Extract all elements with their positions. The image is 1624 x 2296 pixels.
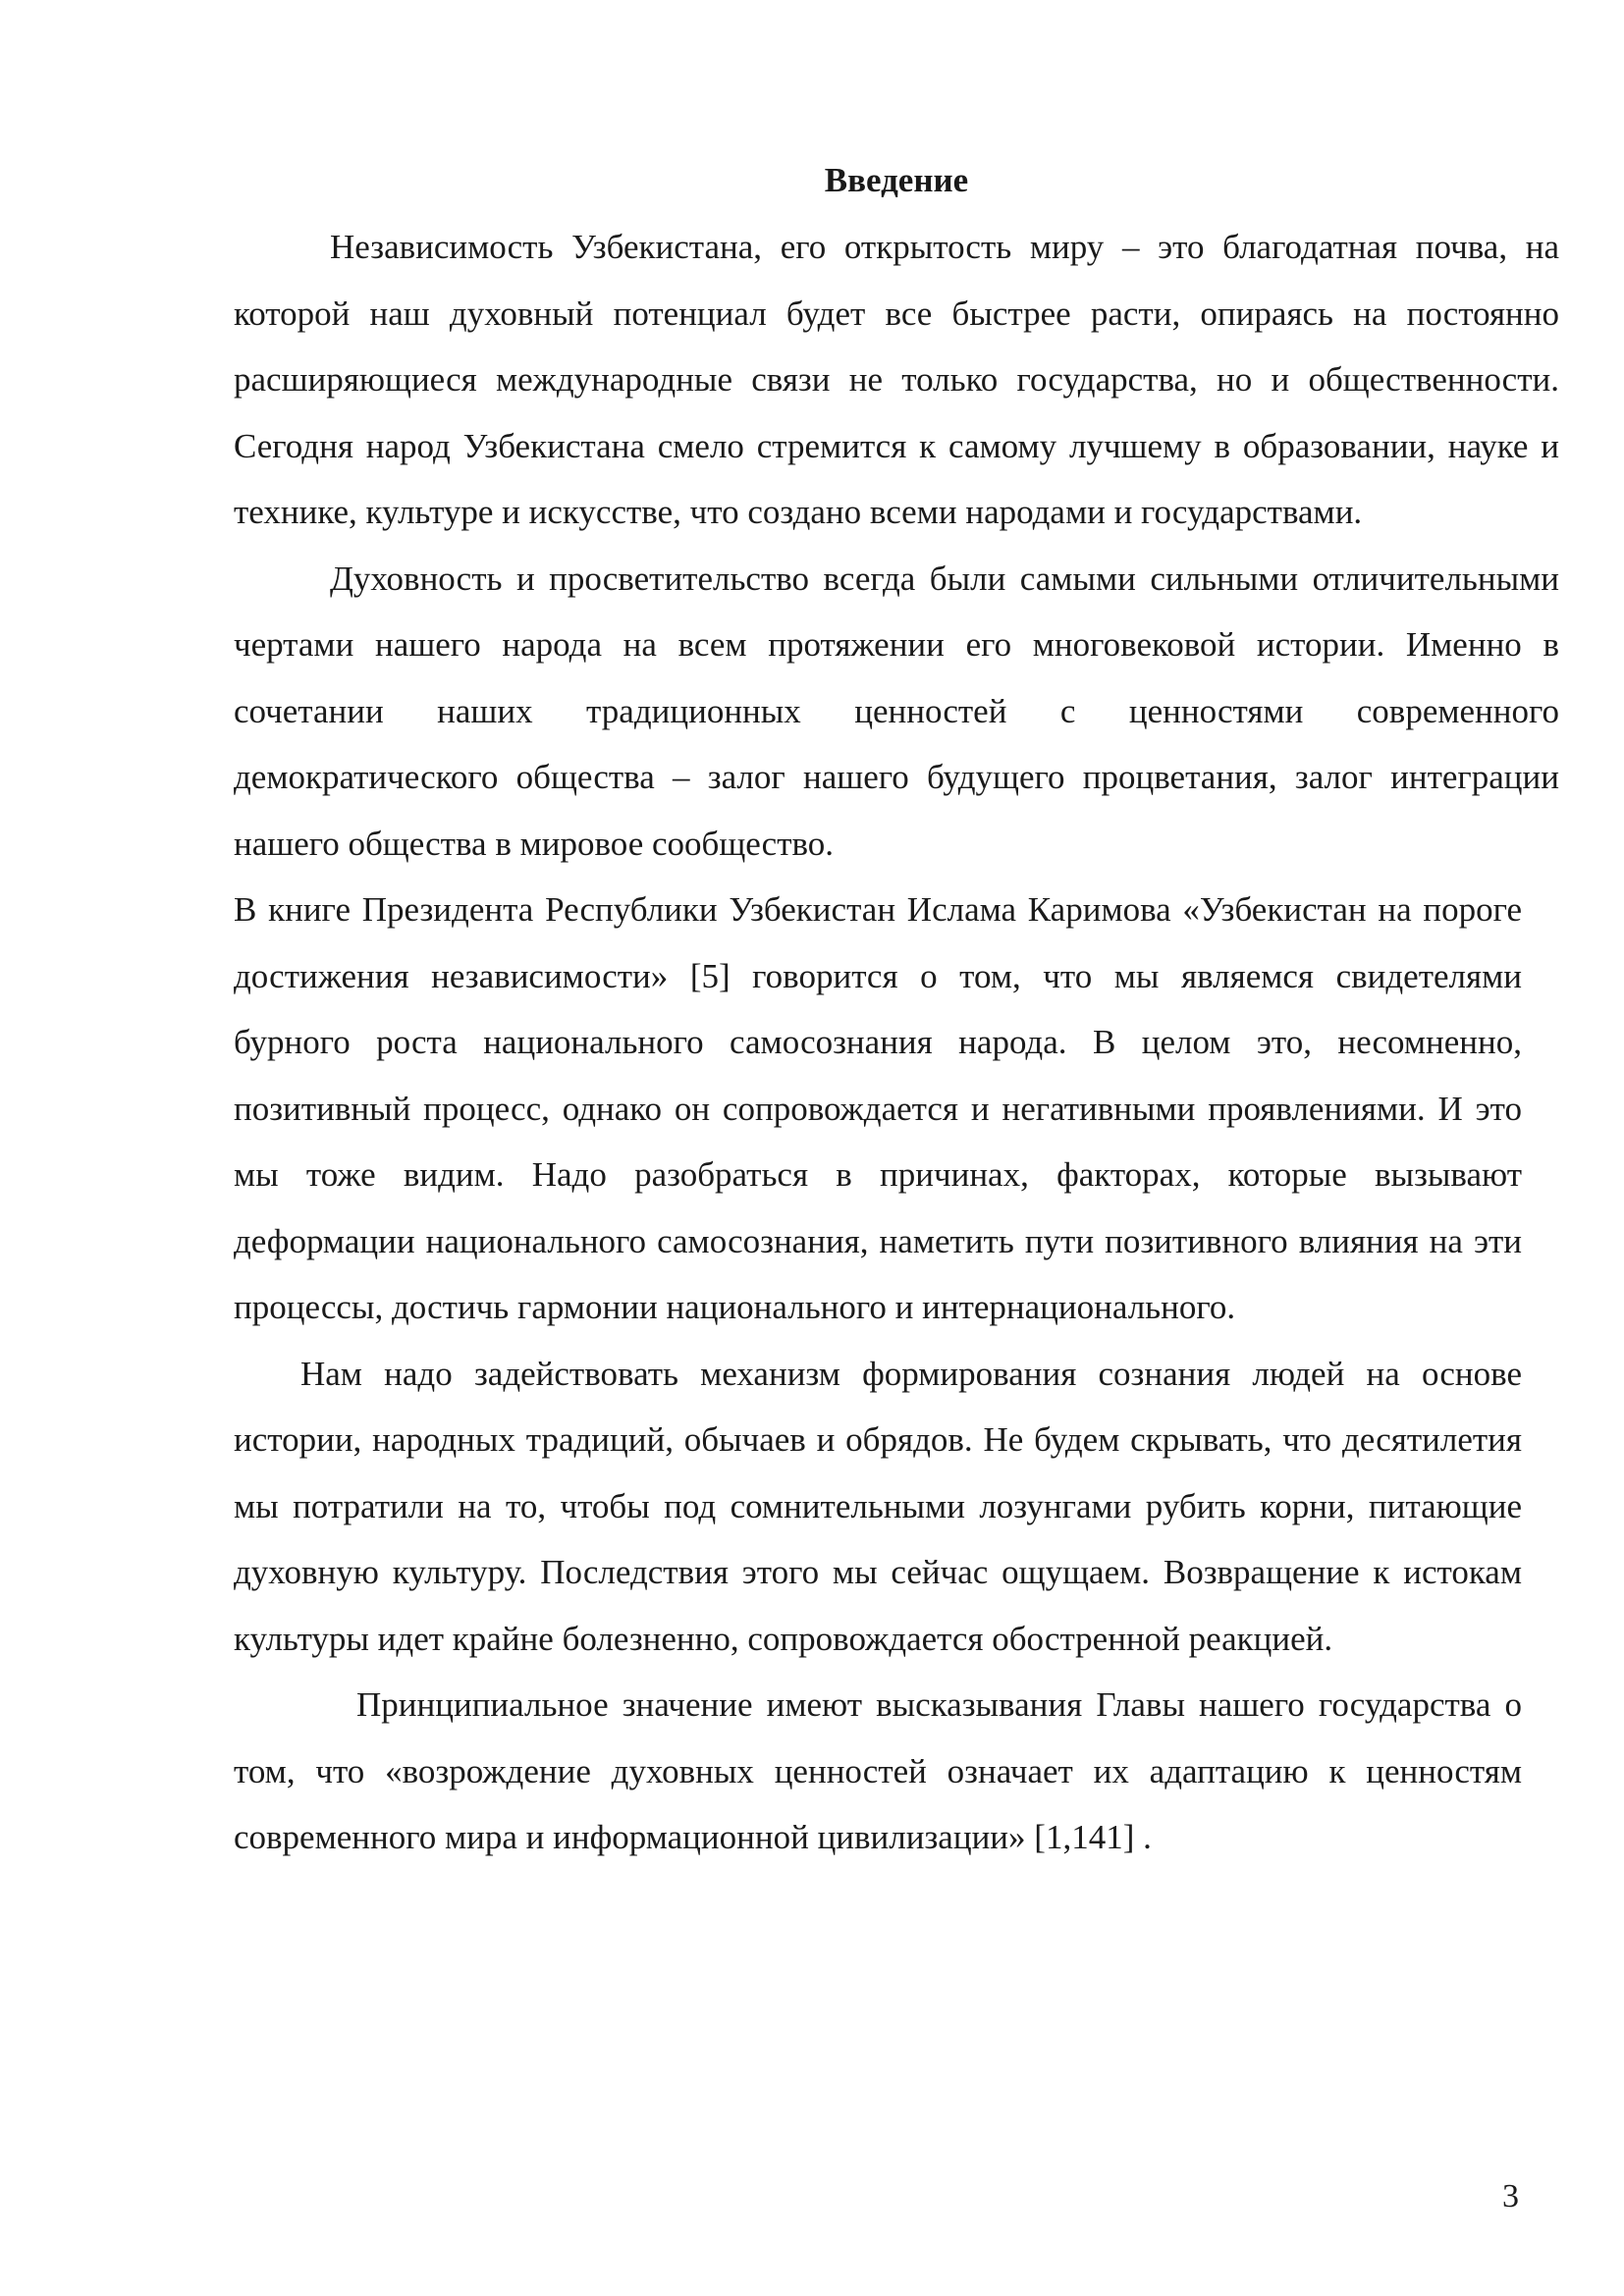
document-title: Введение <box>824 161 969 199</box>
paragraph-3: В книге Президента Республики Узбекистан Ислама Каримова «Узбекистан на пороге достижения независимости» [5] говорится о том, что мы являемся свидетелями бурного роста национального самосознания народа. В целом это, несомненно, позитивный процесс, однако он сопровождается и негативными проявлениями. И это мы тоже видим. Надо разобраться в причинах, факторах, которые вызывают деформации национального самосознания, наметить пути позитивного влияния на эти процессы, достичь гармонии национального и интернационального. <box>234 890 1522 1326</box>
document-page <box>234 147 1559 1871</box>
paragraph-1: Независимость Узбекистана, его открытость миру – это благодатная почва, на которой наш духовный потенциал будет все быстрее расти, опираясь на постоянно расширяющиеся международные связи не только государства, но и общественности. Сегодня народ Узбекистана смело стремится к самому лучшему в образовании, науке и технике, культуре и искусстве, что создано всеми народами и государствами. <box>234 228 1559 531</box>
paragraph-5: Принципиальное значение имеют высказывания Главы нашего государства о том, что «возрождение духовных ценностей означает их адаптацию к ценностям современного мира и информационной цивилизации» [1,141] . <box>234 1685 1522 1856</box>
paragraph-2: Духовность и просветительство всегда были самыми сильными отличительными чертами нашего народа на всем протяжении его многовековой истории. Именно в сочетании наших традиционных ценностей с ценностями современного демократического общества – залог нашего будущего процветания, залог интеграции нашего общества в мировое сообщество. <box>234 559 1559 863</box>
paragraph-4: Нам надо задействовать механизм формирования сознания людей на основе истории, народных традиций, обычаев и обрядов. Не будем скрывать, что десятилетия мы потратили на то, чтобы под сомнительными лозунгами рубить корни, питающие духовную культуру. Последствия этого мы сейчас ощущаем. Возвращение к истокам культуры идет крайне болезненно, сопровождается обостренной реакцией. <box>234 1354 1522 1658</box>
page-number: 3 <box>1502 2178 1519 2215</box>
